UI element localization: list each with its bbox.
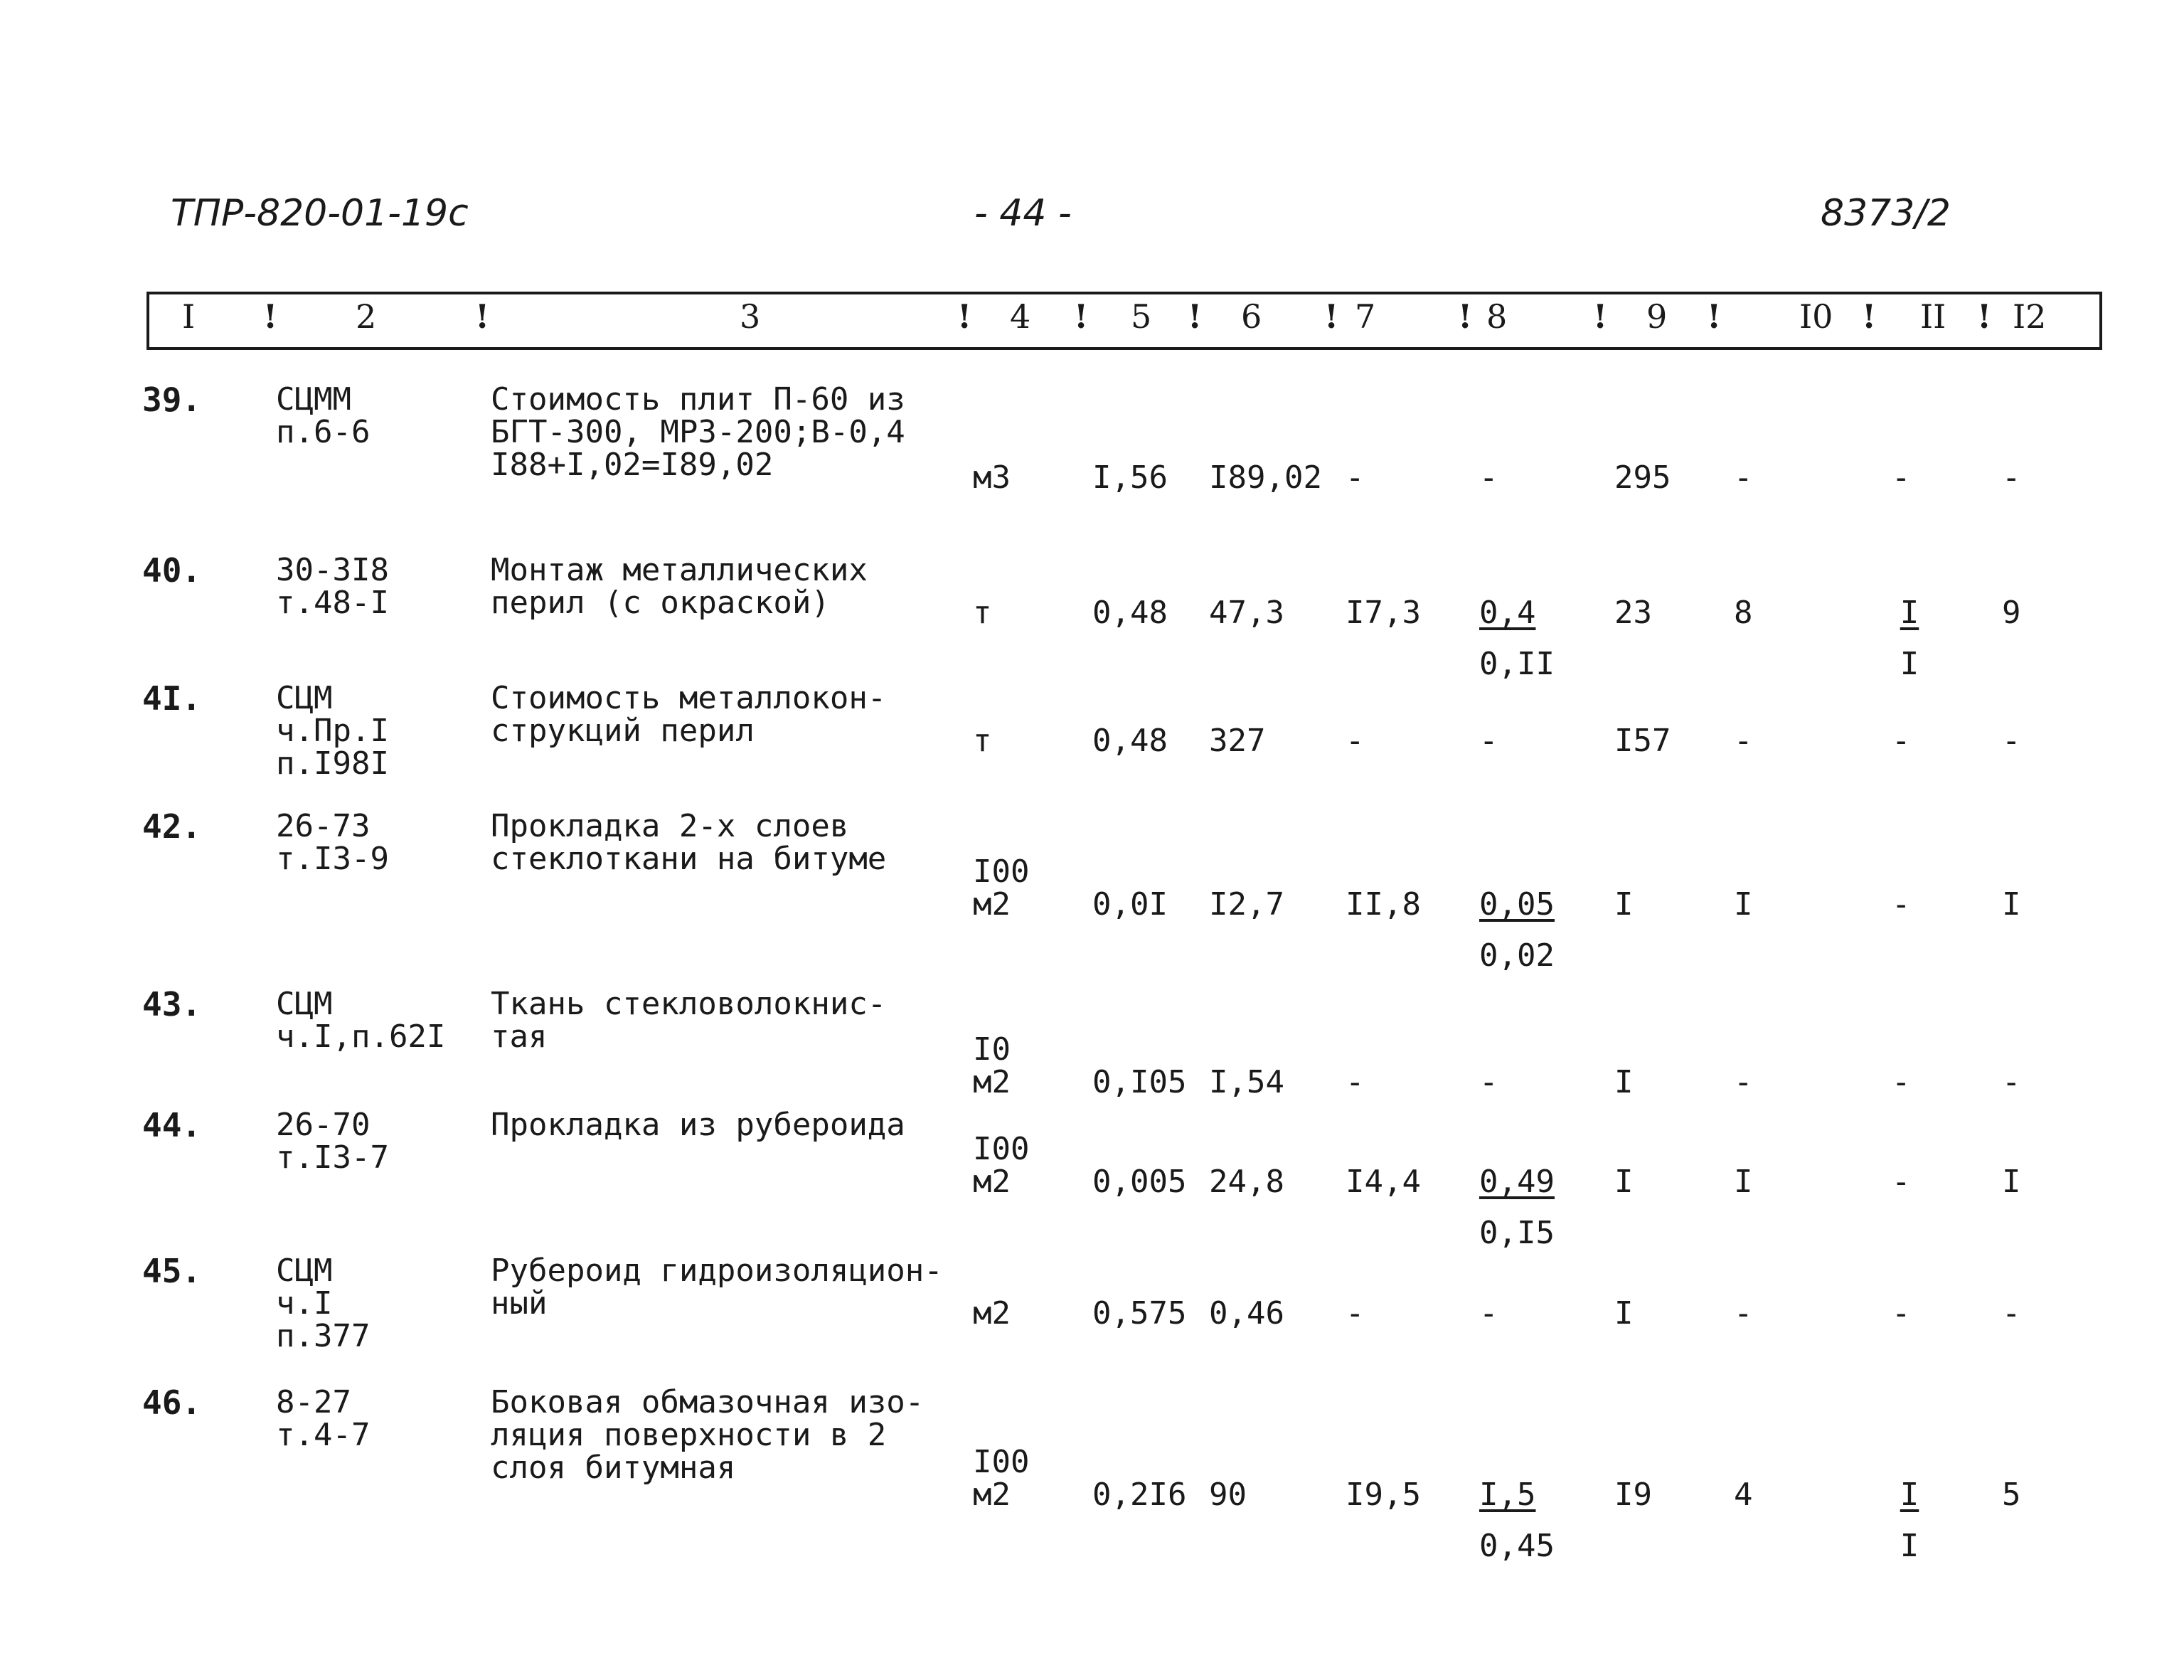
unit-cost: 327 [1209, 723, 1266, 759]
work-description: струкций перил [491, 713, 755, 749]
total-cost: I [1614, 1064, 1634, 1100]
col-11-value: - [1892, 1164, 1911, 1200]
col-8-denominator: 0,45 [1479, 1528, 1555, 1564]
col-8-denominator: 0,02 [1479, 937, 1555, 974]
col-11-value: - [1892, 1295, 1911, 1331]
column-header-1: I [182, 297, 196, 336]
document-number: 8373/2 [1821, 192, 1951, 235]
col-11-value: - [1892, 886, 1911, 923]
norm-reference: 8-27 [276, 1384, 351, 1420]
col-8-denominator: 0,I5 [1479, 1215, 1555, 1251]
norm-reference: т.I3-7 [276, 1139, 389, 1176]
col-11-fraction [1881, 1479, 1938, 1562]
col-12-value: I [2002, 1164, 2021, 1200]
total-cost: I [1614, 1164, 1634, 1200]
row-number: 46. [142, 1383, 202, 1422]
norm-reference: т.I3-9 [276, 841, 389, 877]
column-separator: ! [1074, 297, 1089, 336]
col-10-value: 4 [1734, 1477, 1753, 1513]
col-7-value: - [1346, 459, 1365, 496]
norm-reference: п.377 [276, 1318, 371, 1354]
col-12-value: - [2002, 723, 2021, 759]
col-12-value: - [2002, 459, 2021, 496]
col-8-value: - [1479, 459, 1498, 496]
col-8-fraction [1479, 597, 1555, 680]
unit-of-measure: м2 [973, 886, 1011, 923]
col-8-value: - [1479, 723, 1498, 759]
column-header-9: 9 [1646, 297, 1668, 336]
col-10-value: 8 [1734, 595, 1753, 631]
column-separator: ! [475, 297, 490, 336]
norm-reference: ч.I,п.62I [276, 1019, 446, 1055]
unit-of-measure: I0 [973, 1031, 1011, 1068]
quantity: 0,48 [1092, 723, 1168, 759]
work-description: Рубероид гидроизоляцион- [491, 1253, 943, 1289]
unit-of-measure: м2 [973, 1295, 1011, 1331]
unit-of-measure: I00 [973, 1444, 1030, 1480]
col-8-fraction [1479, 1166, 1555, 1249]
column-header-12: I2 [2013, 297, 2047, 336]
row-number: 39. [142, 381, 202, 419]
column-separator: ! [1188, 297, 1203, 336]
work-description: тая [491, 1019, 548, 1055]
col-8-numerator: I,5 [1479, 1477, 1536, 1513]
row-number: 45. [142, 1252, 202, 1290]
col-7-value: I7,3 [1346, 595, 1421, 631]
work-description: Монтаж металлических [491, 552, 868, 588]
row-number: 43. [142, 985, 202, 1024]
col-11-numerator: I [1900, 595, 1919, 631]
norm-reference: п.6-6 [276, 414, 371, 450]
quantity: 0,005 [1092, 1164, 1187, 1200]
norm-reference: т.48-I [276, 585, 389, 621]
column-separator: ! [957, 297, 972, 336]
column-header-6: 6 [1241, 297, 1262, 336]
col-12-value: I [2002, 886, 2021, 923]
col-7-value: I9,5 [1346, 1477, 1421, 1513]
col-8-denominator: 0,II [1479, 646, 1555, 682]
col-8-fraction [1479, 1479, 1555, 1562]
row-number: 40. [142, 551, 202, 590]
work-description: перил (с окраской) [491, 585, 830, 621]
work-description: I88+I,02=I89,02 [491, 447, 774, 483]
work-description: Ткань стекловолокнис- [491, 986, 887, 1022]
total-cost: I57 [1614, 723, 1671, 759]
quantity: 0,0I [1092, 886, 1168, 923]
col-11-value: - [1892, 723, 1911, 759]
unit-of-measure: м2 [973, 1477, 1011, 1513]
total-cost: I9 [1614, 1477, 1652, 1513]
column-header-8: 8 [1486, 297, 1508, 336]
unit-cost: 47,3 [1209, 595, 1284, 631]
work-description: Прокладка 2-х слоев [491, 808, 849, 844]
column-separator: ! [1707, 297, 1722, 336]
col-10-value: - [1734, 1295, 1753, 1331]
total-cost: 23 [1614, 595, 1652, 631]
column-separator: ! [1593, 297, 1608, 336]
work-description: Стоимость металлокон- [491, 680, 887, 716]
unit-of-measure: м2 [973, 1164, 1011, 1200]
unit-cost: 90 [1209, 1477, 1247, 1513]
unit-cost: 0,46 [1209, 1295, 1284, 1331]
col-8-numerator: 0,49 [1479, 1164, 1555, 1200]
row-number: 42. [142, 807, 202, 846]
norm-reference: ч.I [276, 1285, 333, 1322]
col-10-value: I [1734, 1164, 1753, 1200]
unit-cost: I2,7 [1209, 886, 1284, 923]
norm-reference: СЦМ [276, 680, 333, 716]
column-header-2: 2 [356, 297, 377, 336]
work-description: стеклоткани на битуме [491, 841, 887, 877]
row-number: 44. [142, 1106, 202, 1144]
work-description: ный [491, 1285, 548, 1322]
work-description: Прокладка из рубероида [491, 1107, 905, 1143]
unit-cost: I,54 [1209, 1064, 1284, 1100]
col-7-value: - [1346, 1295, 1365, 1331]
column-separator: ! [263, 297, 278, 336]
column-separator: ! [1977, 297, 1992, 336]
work-description: ляция поверхности в 2 [491, 1417, 887, 1453]
norm-reference: ч.Пр.I [276, 713, 389, 749]
row-number: 4I. [142, 679, 202, 718]
col-10-value: - [1734, 459, 1753, 496]
col-11-numerator: I [1900, 1477, 1919, 1513]
col-12-value: 9 [2002, 595, 2021, 631]
col-7-value: I4,4 [1346, 1164, 1421, 1200]
norm-reference: 30-3I8 [276, 552, 389, 588]
col-12-value: 5 [2002, 1477, 2021, 1513]
unit-cost: I89,02 [1209, 459, 1322, 496]
col-11-value: - [1892, 1064, 1911, 1100]
work-description: БГТ-300, МРЗ-200;В-0,4 [491, 414, 905, 450]
norm-reference: 26-73 [276, 808, 371, 844]
quantity: 0,575 [1092, 1295, 1187, 1331]
col-12-value: - [2002, 1295, 2021, 1331]
unit-of-measure: м3 [973, 459, 1011, 496]
total-cost: I [1614, 1295, 1634, 1331]
norm-reference: т.4-7 [276, 1417, 371, 1453]
column-header-3: 3 [740, 297, 761, 336]
page-number: - 44 - [974, 192, 1072, 235]
quantity: I,56 [1092, 459, 1168, 496]
norm-reference: п.I98I [276, 745, 389, 782]
unit-of-measure: I00 [973, 854, 1030, 890]
col-7-value: II,8 [1346, 886, 1421, 923]
norm-reference: СЦМ [276, 986, 333, 1022]
col-7-value: - [1346, 723, 1365, 759]
col-7-value: - [1346, 1064, 1365, 1100]
column-header-10: I0 [1799, 297, 1833, 336]
total-cost: I [1614, 886, 1634, 923]
unit-cost: 24,8 [1209, 1164, 1284, 1200]
unit-of-measure: т [973, 723, 992, 759]
quantity: 0,2I6 [1092, 1477, 1187, 1513]
column-header-5: 5 [1131, 297, 1152, 336]
unit-of-measure: м2 [973, 1064, 1011, 1100]
col-8-value: - [1479, 1064, 1498, 1100]
column-separator: ! [1458, 297, 1473, 336]
col-11-fraction [1881, 597, 1938, 680]
unit-of-measure: т [973, 595, 992, 631]
column-header-4: 4 [1010, 297, 1031, 336]
quantity: 0,I05 [1092, 1064, 1187, 1100]
document-code: ТПР-820-01-19с [171, 192, 469, 235]
work-description: Стоимость плит П-60 из [491, 381, 905, 418]
col-11-denominator: I [1900, 1528, 1919, 1564]
col-12-value: - [2002, 1064, 2021, 1100]
norm-reference: 26-70 [276, 1107, 371, 1143]
quantity: 0,48 [1092, 595, 1168, 631]
col-11-denominator: I [1900, 646, 1919, 682]
col-8-fraction [1479, 886, 1555, 974]
column-header-11: II [1920, 297, 1946, 336]
norm-reference: СЦММ [276, 381, 351, 418]
column-separator: ! [1862, 297, 1877, 336]
norm-reference: СЦМ [276, 1253, 333, 1289]
column-separator: ! [1324, 297, 1339, 336]
total-cost: 295 [1614, 459, 1671, 496]
col-10-value: I [1734, 886, 1753, 923]
unit-of-measure: I00 [973, 1131, 1030, 1167]
work-description: Боковая обмазочная изо- [491, 1384, 925, 1420]
work-description: слоя битумная [491, 1450, 736, 1486]
col-8-value: - [1479, 1295, 1498, 1331]
col-11-value: - [1892, 459, 1911, 496]
col-10-value: - [1734, 1064, 1753, 1100]
col-8-numerator: 0,05 [1479, 886, 1555, 923]
col-8-numerator: 0,4 [1479, 595, 1536, 631]
column-header-7: 7 [1355, 297, 1376, 336]
col-10-value: - [1734, 723, 1753, 759]
